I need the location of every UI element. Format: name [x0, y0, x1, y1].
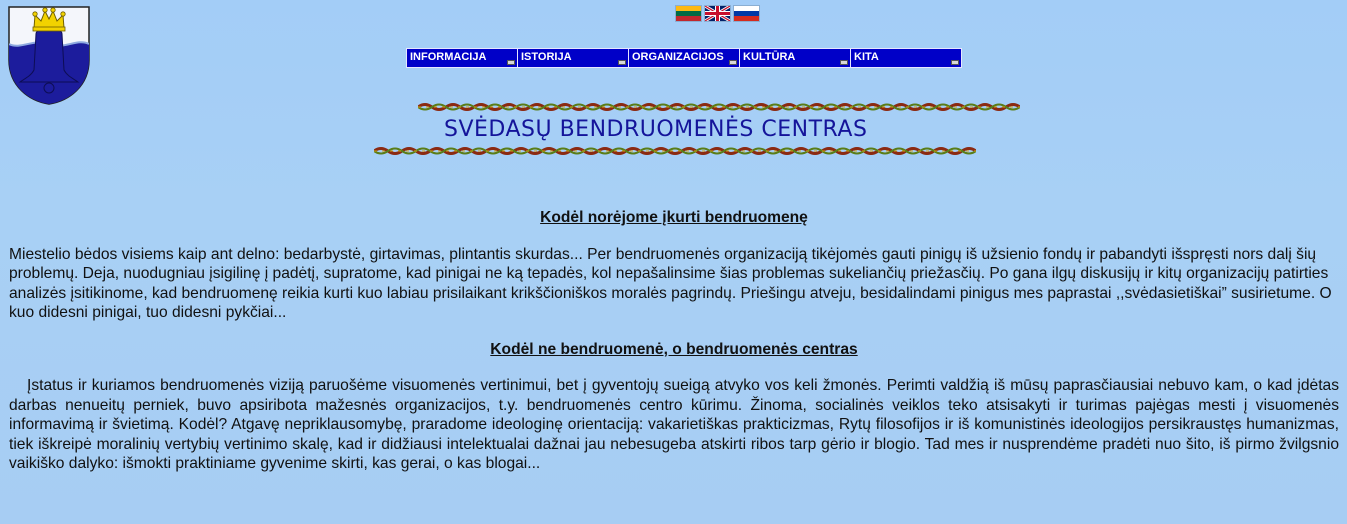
nav-item-istorija[interactable] — [517, 48, 629, 68]
nav-item-informacija[interactable] — [406, 48, 518, 68]
nav-item-label: KITA — [854, 51, 879, 63]
main-content — [9, 208, 1339, 474]
dropdown-indicator-icon — [951, 60, 959, 65]
russian-flag-icon[interactable] — [734, 6, 759, 21]
uk-flag-icon[interactable] — [705, 6, 730, 21]
garland-top-decoration-icon — [418, 102, 1020, 112]
nav-item-kultura[interactable] — [739, 48, 851, 68]
main-nav — [406, 48, 961, 69]
bell-crown-coat-of-arms-icon — [6, 4, 92, 106]
section-heading: Kodėl norėjome įkurti bendruomenę — [540, 209, 808, 226]
language-selector — [676, 6, 759, 21]
dropdown-indicator-icon — [618, 60, 626, 65]
nav-item-kita[interactable] — [850, 48, 962, 68]
section-paragraph: Miestelio bėdos visiems kaip ant delno: bedarbystė, girtavimas, plintantis skurdas... Per bendruomenės organizaciją tikėjomės gauti pinigų iš užsienio fondų ir pabandyti išspręsti nors dalį šių problemų. Deja, nuodugniau įsigilinę į padėtį, supratome, kad pinigai ne ką tepadės, kol nepašalinsime šias problemas sukeliančių priežasčių. Po gana ilgų diskusijų ir kitų organizacijų patirties analizės įsitikinome, kad bendruomenę reikia kurti kuo labiau prisilaikant krikščioniškos moralės pagrindų. Priešingu atveju, besidalindami pinigus mes paprastai ,,svėdasietiškai” susirietume. O kuo didesni pinigai, tuo didesni pykčiai... — [9, 245, 1332, 321]
lithuanian-flag-icon[interactable] — [676, 6, 701, 21]
garland-bottom-decoration-icon — [374, 146, 976, 156]
nav-item-label: ORGANIZACIJOS — [632, 51, 724, 63]
dropdown-indicator-icon — [729, 60, 737, 65]
nav-item-label: ISTORIJA — [521, 51, 572, 63]
dropdown-indicator-icon — [840, 60, 848, 65]
section-paragraph: Įstatus ir kuriamos bendruomenės viziją paruošėme visuomenės vertinimui, bet į gyventojų sueigą atvyko vos keli žmonės. Perimti valdžią iš mūsų paprasčiausiai nebuvo kam, o kad įdėtas darbas nenueitų perniek, buvo apsiribota mažesnės organizacijos, t.y. bendruomenės centro kūrimu. Žinoma, socialinės veiklos teko atsisakyti ir turimas pajėgas mesti į visuomenės informavimą ir švietimą. Kodėl? Atgavę nepriklausomybę, praradome ideologinę orientaciją: vakarietiškas prakticizmas, Rytų filosofijos ir iš komunistinės ideologijos persikraustęs humanizmas, tiek iškreipė moralinių vertybių vertinimo skalę, kad ir didžiausi intelektualai dažnai jau nebesugeba atskirti ribos tarp gėrio ir blogio. Tad mes ir nusprendėme pradėti nuo šito, iš pirmo žvilgsnio vaikiško dalyko: išmokti praktiniame gyvenime skirti, kas gerai, o kas blogai... — [9, 377, 1339, 472]
page-title: SVĖDASŲ BENDRUOMENĖS CENTRAS — [444, 117, 868, 142]
section-heading: Kodėl ne bendruomenė, o bendruomenės centras — [490, 340, 858, 358]
dropdown-indicator-icon — [507, 60, 515, 65]
nav-item-organizacijos[interactable] — [628, 48, 740, 68]
nav-item-label: KULTŪRA — [743, 51, 796, 63]
nav-item-label: INFORMACIJA — [410, 51, 487, 63]
title-banner — [370, 98, 1030, 162]
coat-of-arms-logo[interactable] — [6, 4, 92, 106]
